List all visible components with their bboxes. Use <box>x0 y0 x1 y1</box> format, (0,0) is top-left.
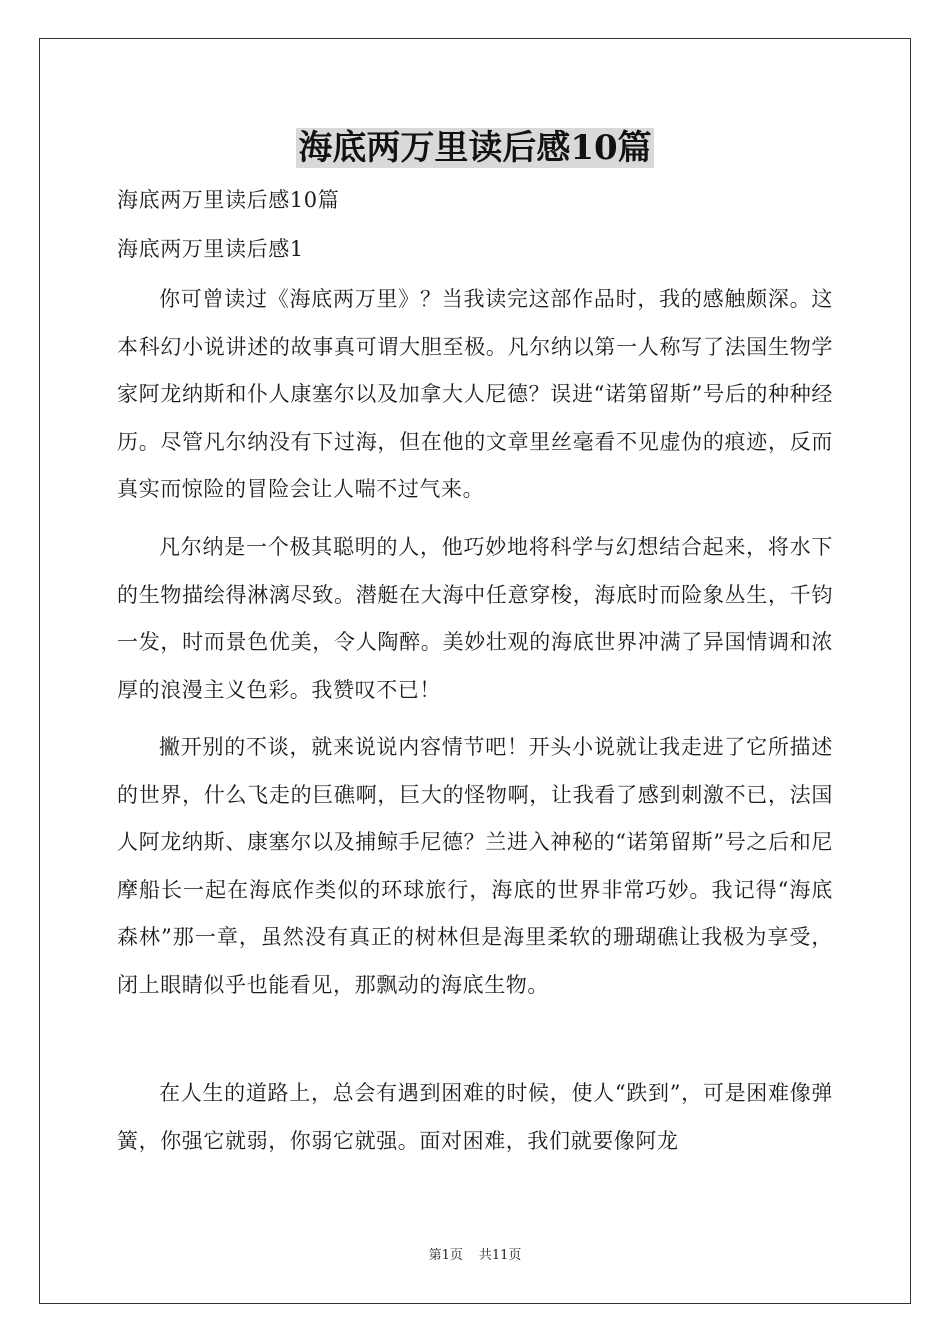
paragraph-2: 凡尔纳是一个极其聪明的人，他巧妙地将科学与幻想结合起来，将水下的生物描绘得淋漓尽致。潜艇在大海中任意穿梭，海底时而险象丛生，千钧一发，时而景色优美，令人陶醉。美妙壮观的海底世界冲满了异国情调和浓厚的浪漫主义色彩。我赞叹不已！ <box>117 535 833 702</box>
section-heading: 海底两万里读后感1 <box>117 237 304 261</box>
document-subtitle: 海底两万里读后感10篇 <box>117 188 340 212</box>
paragraph-4: 在人生的道路上，总会有遇到困难的时候，使人“跌到”，可是困难像弹簧，你强它就弱，你弱它就强。面对困难，我们就要像阿龙 <box>117 1081 833 1153</box>
paragraph-3: 撇开别的不谈，就来说说内容情节吧！开头小说就让我走进了它所描述的世界，什么飞走的巨礁啊，巨大的怪物啊，让我看了感到刺激不已，法国人阿龙纳斯、康塞尔以及捕鲸手尼德？兰进入神秘的“诺第留斯”号之后和尼摩船长一起在海底作类似的环球旅行，海底的世界非常巧妙。我记得“海底森林”那一章，虽然没有真正的树林但是海里柔软的珊瑚礁让我极为享受，闭上眼睛似乎也能看见，那飘动的海底生物。 <box>117 735 833 997</box>
page-footer <box>0 1247 950 1265</box>
paragraph-1: 你可曾读过《海底两万里》？当我读完这部作品时，我的感触颇深。这本科幻小说讲述的故事真可谓大胆至极。凡尔纳以第一人称写了法国生物学家阿龙纳斯和仆人康塞尔以及加拿大人尼德？误进“诺第留斯”号后的种种经历。尽管凡尔纳没有下过海，但在他的文章里丝毫看不见虚伪的痕迹，反而真实而惊险的冒险会让人喘不过气来。 <box>117 287 833 501</box>
document-title: 海底两万里读后感10篇 <box>298 128 652 168</box>
page-total: 共11页 <box>478 1248 522 1263</box>
page-number: 第1页 <box>428 1248 463 1263</box>
